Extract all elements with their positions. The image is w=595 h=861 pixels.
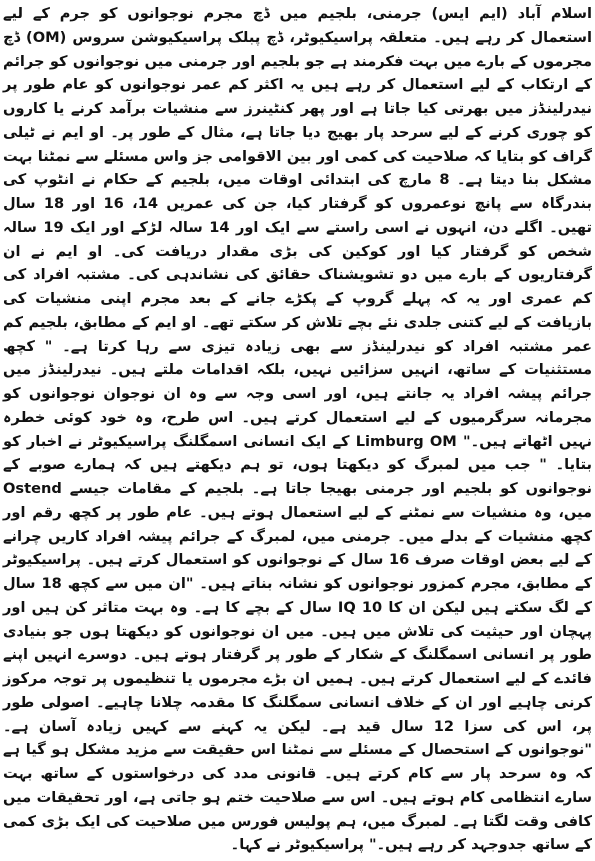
article-body-text: اسلام آباد (ایم ایس) جرمنی، بلجیم میں ڈچ مجرم نوجوانوں کو جرم کے لیے استعمال کر رہے ہیں۔ متعلقہ پراسیکیوٹر، ڈچ پبلک پراسیکیوشن سروس (OM) ڈچ مجرموں کے بارے میں بہت فکرمند ہے جو بلجیم اور جرمنی میں نوجوانوں کو جرائم کے ارتکاب کے لیے استعمال کر رہے ہیں یہ اکثر کم عمر نوجوانوں کو عام طور پر نیدرلینڈز میں بھرتی کیا جاتا ہے اور پھر کنٹینرز سے منشیات برآمد کرنے یا کاروں کو چوری کرنے کے لیے سرحد پار بھیج دیا جاتا ہے، مثال کے طور پر۔ او ایم نے ٹیلی گراف کو بتایا کہ صلاحیت کی کمی اور بین الاقوامی جز واس مسئلے سے نمٹنا بہت مشکل بنا دیتا ہے۔ 8 مارچ کی ابتدائی اوقات میں، بلجیم کے حکام نے انٹوپ کی بندرگاہ سے پانچ نوعمروں کو گرفتار کیا، جن کی عمریں 14، 16 اور 18 سال تھیں۔ اگلے دن، انہوں نے اسی راستے سے ایک اور 14 سالہ لڑکے اور ایک 19 سالہ شخص کو گرفتار کیا اور کوکین کی بڑی مقدار دریافت کی۔ او ایم نے ان گرفتاریوں کے بارے میں دو تشویشناک حقائق کی نشاندہی کی۔ مشتبہ افراد کی کم عمری اور یہ کہ پہلے گروپ کے پکڑے جانے کے بعد مجرم اپنی منشیات کی بازیافت کے لیے کتنی جلدی نئے بچے تلاش کر سکتے تھے۔ او ایم کے مطابق، بلجیم کم عمر مشتبہ افراد کو نیدرلینڈز سے بھی زیادہ تیزی سے رہا کرتا ہے۔ " کچھ مستثنیات کے ساتھ، انہیں سزائیں نہیں، بلکہ اقدامات ملتے ہیں۔ نیدرلینڈز میں جرائم پیشہ افراد یہ جانتے ہیں، اور اسی وجہ سے وہ ان نوجوان نوجوانوں کو مجرمانہ سرگرمیوں کے لیے استعمال کرتے ہیں۔ اس طرح، وہ خود کوئی خطرہ نہیں اٹھاتے ہیں۔" Limburg OM کے ایک انسانی اسمگلنگ پراسیکیوٹر نے اخبار کو بتایا۔ " جب میں لمبرگ کو دیکھتا ہوں، تو ہم دیکھتے ہیں کہ ہمارے صوبے کے نوجوانوں کو بلجیم اور جرمنی بھیجا جاتا ہے۔ بلجیم کے مقامات جیسے Ostend میں، وہ منشیات سے نمٹنے کے لیے استعمال ہوتے ہیں۔ عام طور پر کچھ رقم اور کچھ منشیات کے بدلے میں۔ جرمنی میں، لمبرگ کے جرائم پیشہ افراد کاریں چرانے کے لیے بعض اوقات صرف 16 سال کے نوجوانوں کو استعمال کرتے ہیں۔ پراسیکیوٹر کے مطابق، مجرم کمزور نوجوانوں کو نشانہ بناتے ہیں۔ "ان میں سے کچھ 18 سال کے لگ سکتے ہیں لیکن ان کا IQ 10 سال کے بچے کا ہے۔ وہ بہت متاثر کن ہیں اور پہچان اور حیثیت کی تلاش میں ہیں۔ میں ان نوجوانوں کو دیکھتا ہوں جو بنیادی طور پر انسانی اسمگلنگ کے شکار کے طور پر گرفتار ہوتے ہیں۔ دوسرے انہیں اپنے فائدے کے لیے استعمال کرتے ہیں۔ ہمیں ان بڑے مجرموں یا تنظیموں پر توجہ مرکوز کرنی چاہیے اور ان کے خلاف انسانی سمگلنگ کا مقدمہ چلانا چاہیے۔ اصولی طور پر، اس کی سزا 12 سال قید ہے۔ لیکن یہ کہنے سے کہیں زیادہ آسان ہے۔ "نوجوانوں کے استحصال کے مسئلے سے نمٹنا اس حقیقت سے مزید مشکل ہو گیا ہے کہ وہ سرحد پار سے کام کرتے ہیں۔ قانونی مدد کی درخواستوں کے ساتھ بہت سارے انتظامی کام ہوتے ہیں۔ اس سے صلاحیت ختم ہو جاتی ہے، اور تحقیقات میں کافی وقت لگتا ہے۔ لمبرگ میں، ہم پولیس فورس میں صلاحیت کی ایک بڑی کمی کے ساتھ جدوجہد کر رہے ہیں۔" پراسیکیوٹر نے کہا۔ [3, 5, 593, 854]
